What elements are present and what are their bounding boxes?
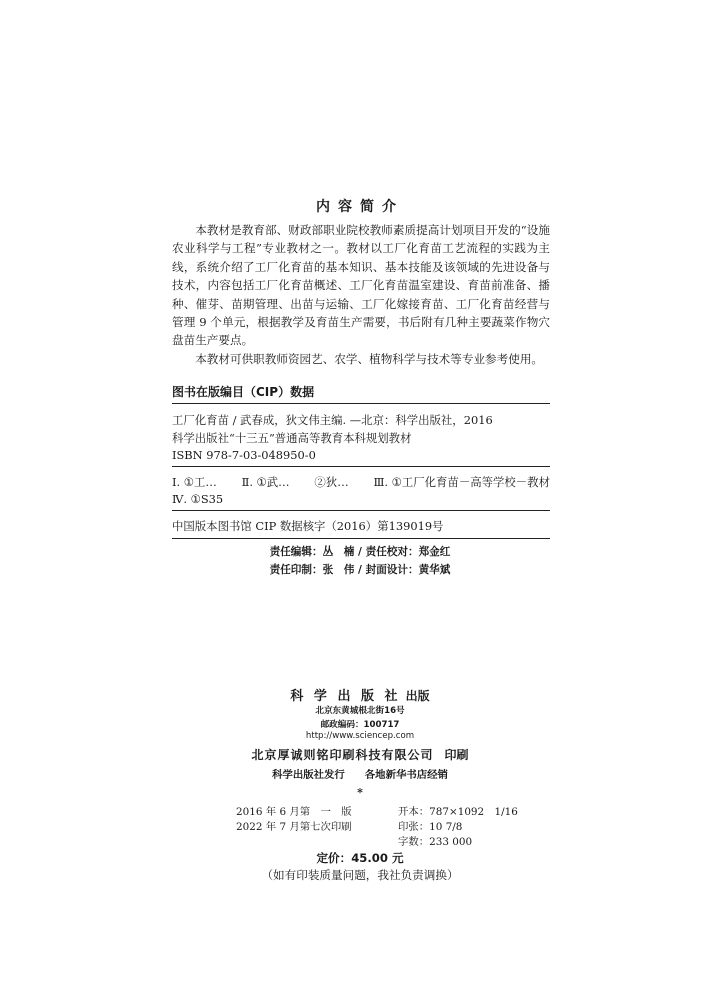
cip-isbn: ISBN 978-7-03-048950-0 xyxy=(172,448,316,462)
divider xyxy=(172,466,550,467)
divider xyxy=(172,403,550,404)
distributor: 各地新华书店经销 xyxy=(364,769,448,781)
distribution-line xyxy=(0,766,720,781)
summary-body xyxy=(172,221,550,368)
cip-series-line: 科学出版社“十三五”普通高等教育本科规划教材 xyxy=(172,431,412,445)
cip-classification xyxy=(172,474,550,490)
edition: 2016 年 6 月第 一 版 xyxy=(236,806,352,818)
cip-class-item: Ⅰ. ①工… xyxy=(172,475,217,489)
cip-heading: 图书在版编目（CIP）数据 xyxy=(172,385,315,399)
printer-suffix: 印刷 xyxy=(444,748,469,762)
publisher-postcode: 邮政编码：100717 xyxy=(320,720,400,730)
separator-star: * xyxy=(357,786,363,799)
summary-paragraph: 本教材是教育部、财政部职业院校教师素质提高计划项目开发的“设施农业科学与工程”专业教材之一。教材以工厂化育苗工艺流程的实践为主线，系统介绍了工厂化育苗的基本知识、基本技能及该领域的先进设备与技术，内容包括工厂化育苗概述、工厂化育苗温室建设、育苗前准备、播种、催芽、苗期管理、出苗与运输、工厂化嫁接育苗、工厂化育苗经营与管理 9 个单元，根据教学及育苗生产需要，书后附有几种主要蔬菜作物穴盘苗生产要点。 xyxy=(172,223,550,348)
cip-class-line2: Ⅳ. ①S35 xyxy=(172,492,224,506)
cip-class-item: ②狄… xyxy=(314,475,349,489)
cip-title-line: 工厂化育苗 / 武春成，狄文伟主编. —北京：科学出版社，2016 xyxy=(172,413,493,427)
quality-notice: （如有印装质量问题，我社负责调换） xyxy=(261,868,459,882)
summary-title: 内容简介 xyxy=(316,199,404,215)
price: 定价：45.00 元 xyxy=(316,851,404,865)
editor-credits: 责任编辑：丛 楠 / 责任校对：郑金红 xyxy=(269,546,451,558)
issuer: 科学出版社发行 xyxy=(272,769,345,781)
format: 开本：787×1092 1/16 xyxy=(398,806,518,818)
word-count: 字数：233 000 xyxy=(398,836,473,848)
cip-class-item: Ⅲ. ①工厂化育苗－高等学校－教材 xyxy=(373,475,550,489)
printer-line xyxy=(0,744,720,763)
production-credits: 责任印制：张 伟 / 封面设计：黄华斌 xyxy=(269,564,451,576)
publisher-name: 科 学 出 版 社 xyxy=(290,689,401,704)
publisher-suffix: 出版 xyxy=(405,689,430,703)
divider xyxy=(172,538,550,539)
publisher-address: 北京东黄城根北街16号 xyxy=(315,706,405,716)
publisher-line xyxy=(0,685,720,704)
printing-row xyxy=(236,818,463,833)
sheets: 印张：10 7/8 xyxy=(398,821,463,833)
cip-class-item: Ⅱ. ①武… xyxy=(241,475,290,489)
divider xyxy=(172,510,550,511)
publisher-website: http://www.sciencep.com xyxy=(305,731,415,741)
edition-row xyxy=(236,803,518,818)
printing: 2022 年 7 月第七次印刷 xyxy=(236,821,352,833)
summary-paragraph: 本教材可供职教师资园艺、农学、植物科学与技术等专业参考使用。 xyxy=(195,351,544,366)
printer-name: 北京厚诚则铭印刷科技有限公司 xyxy=(251,748,434,762)
cip-check-number: 中国版本图书馆 CIP 数据核字（2016）第139019号 xyxy=(172,519,444,533)
